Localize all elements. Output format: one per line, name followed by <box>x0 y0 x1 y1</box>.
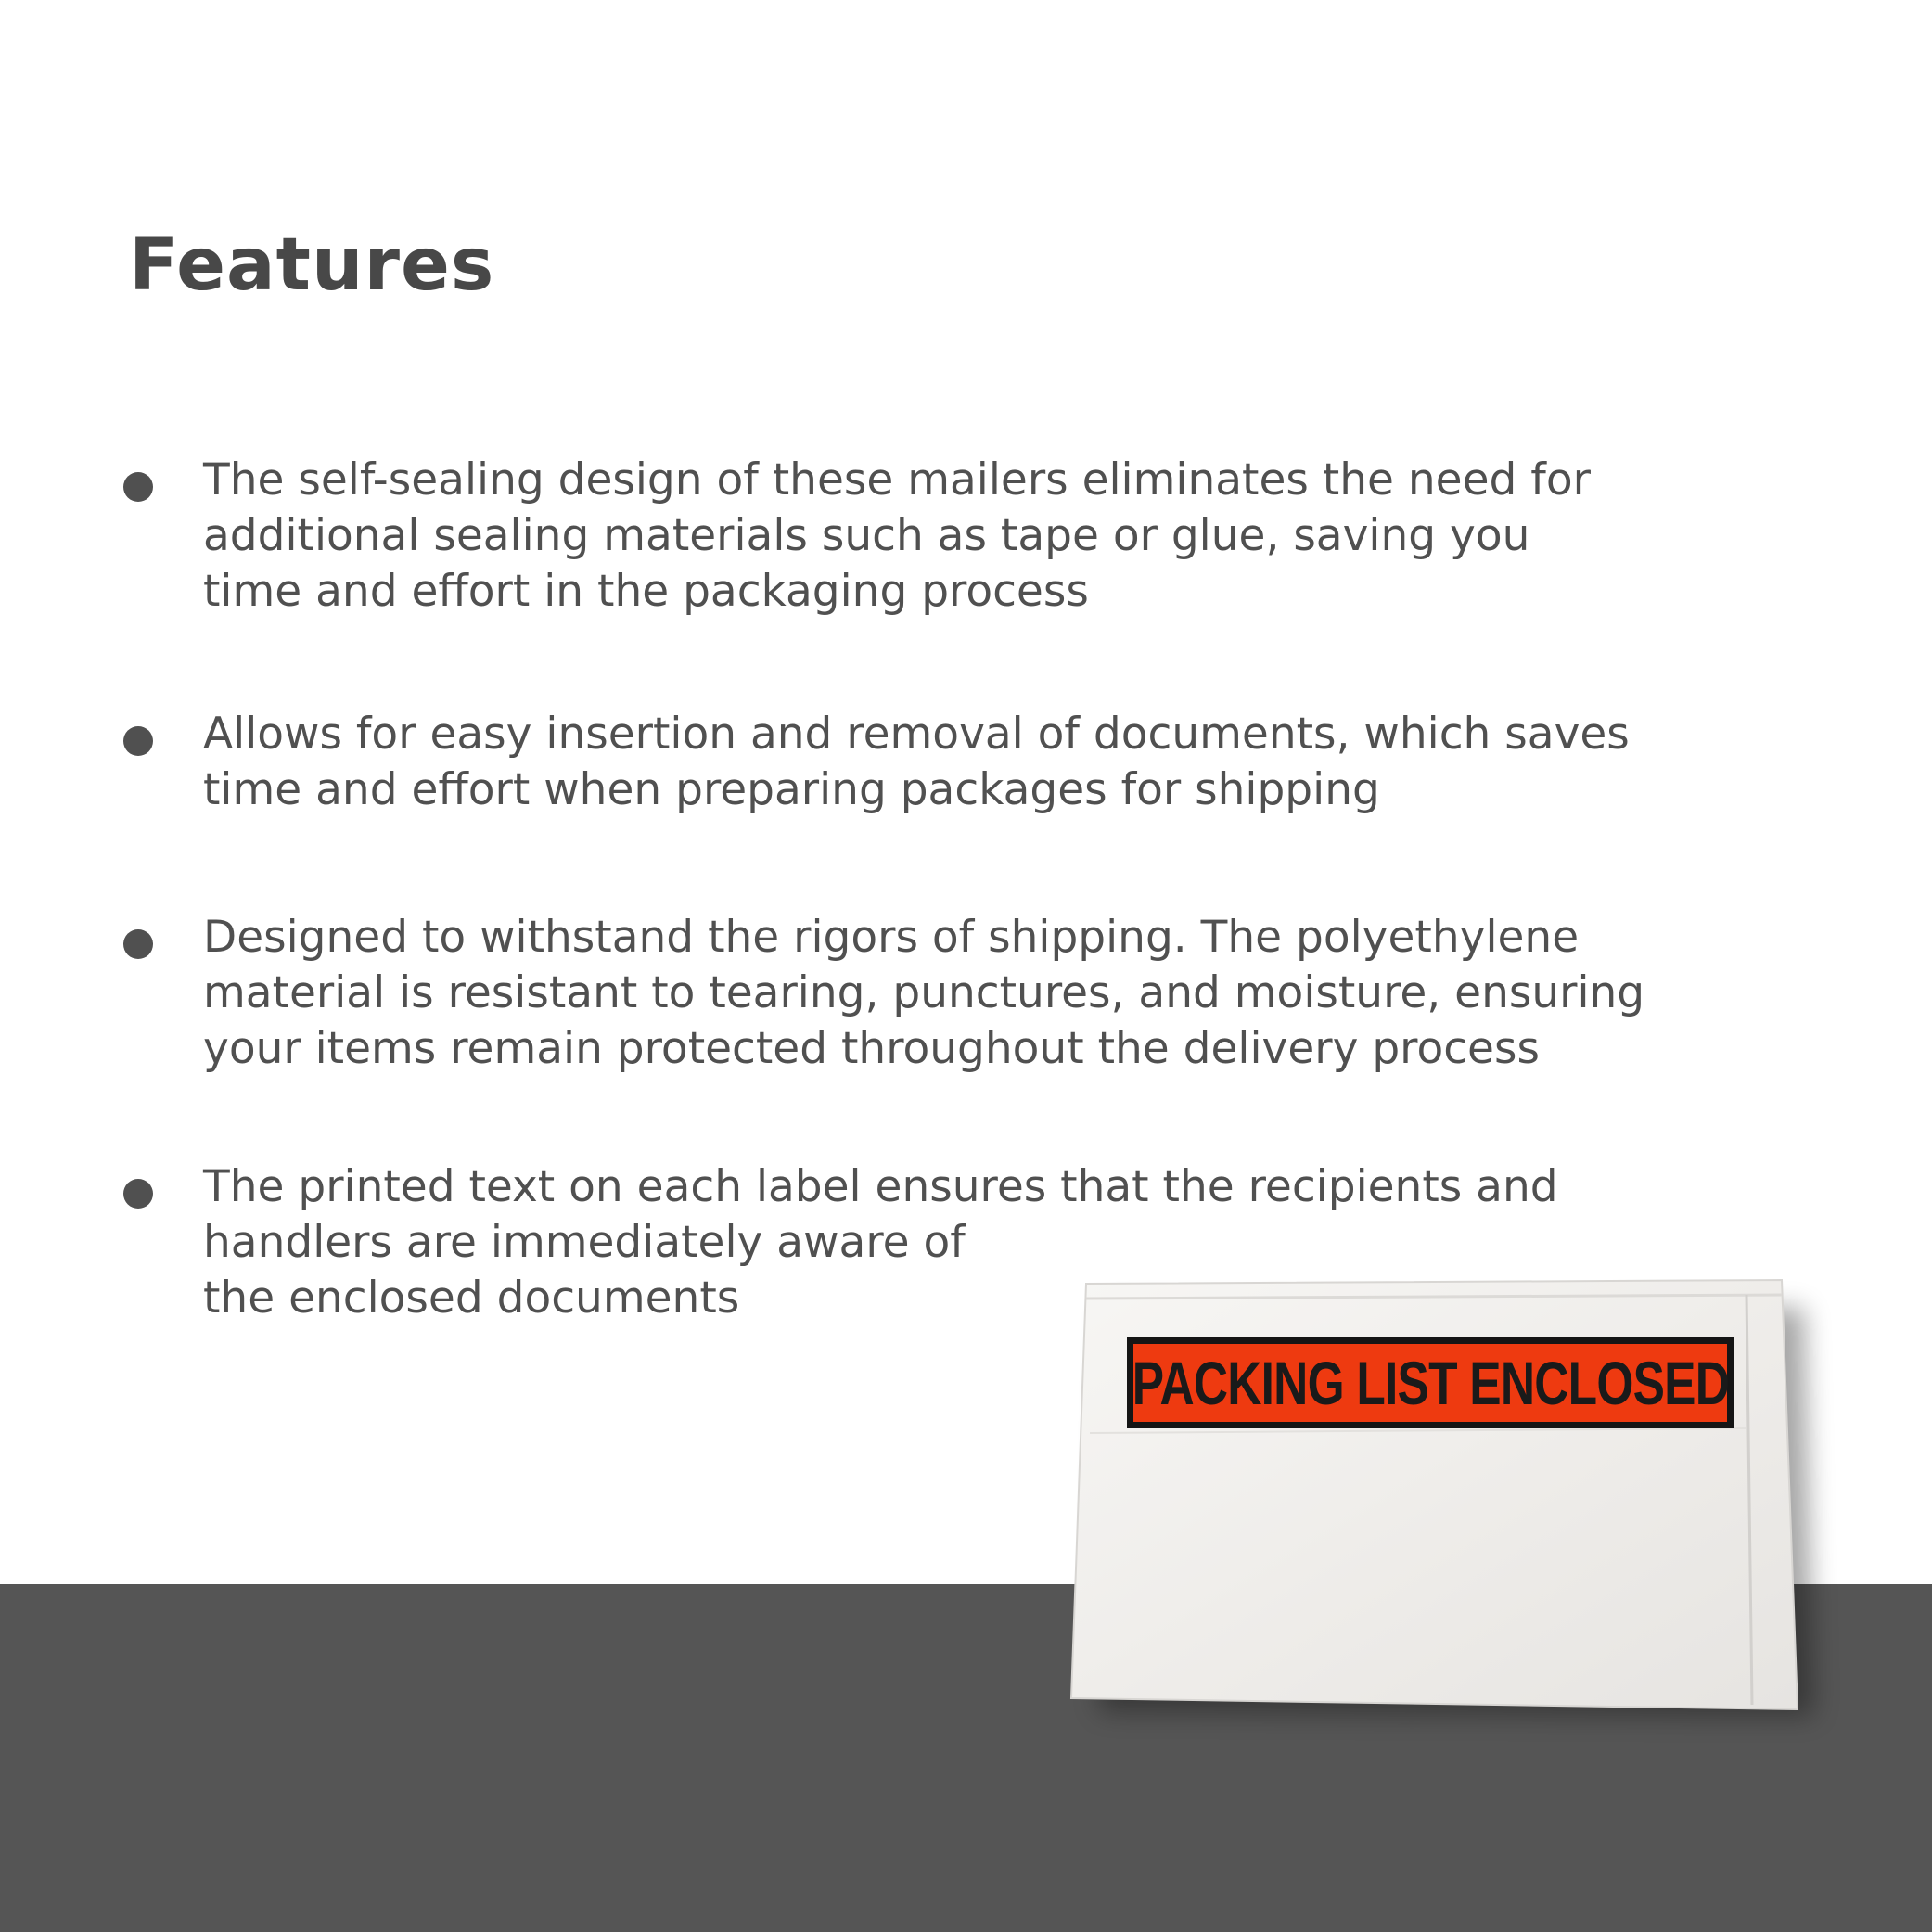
product-image-envelope <box>1071 1280 1799 1709</box>
feature-text: Allows for easy insertion and removal of documents, which saves time and effort when preparing packages for shipping <box>203 709 1630 815</box>
feature-text: The printed text on each label ensures that the recipients and handlers are immediately aware of the enclosed documents <box>203 1161 1558 1324</box>
label-text: PACKING LIST ENCLOSED <box>1132 1349 1729 1417</box>
bullet-icon <box>123 1179 153 1209</box>
bullet-icon <box>123 472 153 502</box>
bullet-icon <box>123 726 153 756</box>
packing-list-label <box>1127 1337 1734 1428</box>
page-title: Features <box>129 224 495 307</box>
feature-text: The self-sealing design of these mailers eliminates the need for additional sealing materials such as tape or glue, saving you time and effort in the packaging process <box>203 454 1591 617</box>
bullet-icon <box>123 929 153 959</box>
feature-text: Designed to withstand the rigors of shipping. The polyethylene material is resistant to tearing, punctures, and moisture, ensuring your items remain protected throughout the delivery process <box>203 912 1645 1074</box>
